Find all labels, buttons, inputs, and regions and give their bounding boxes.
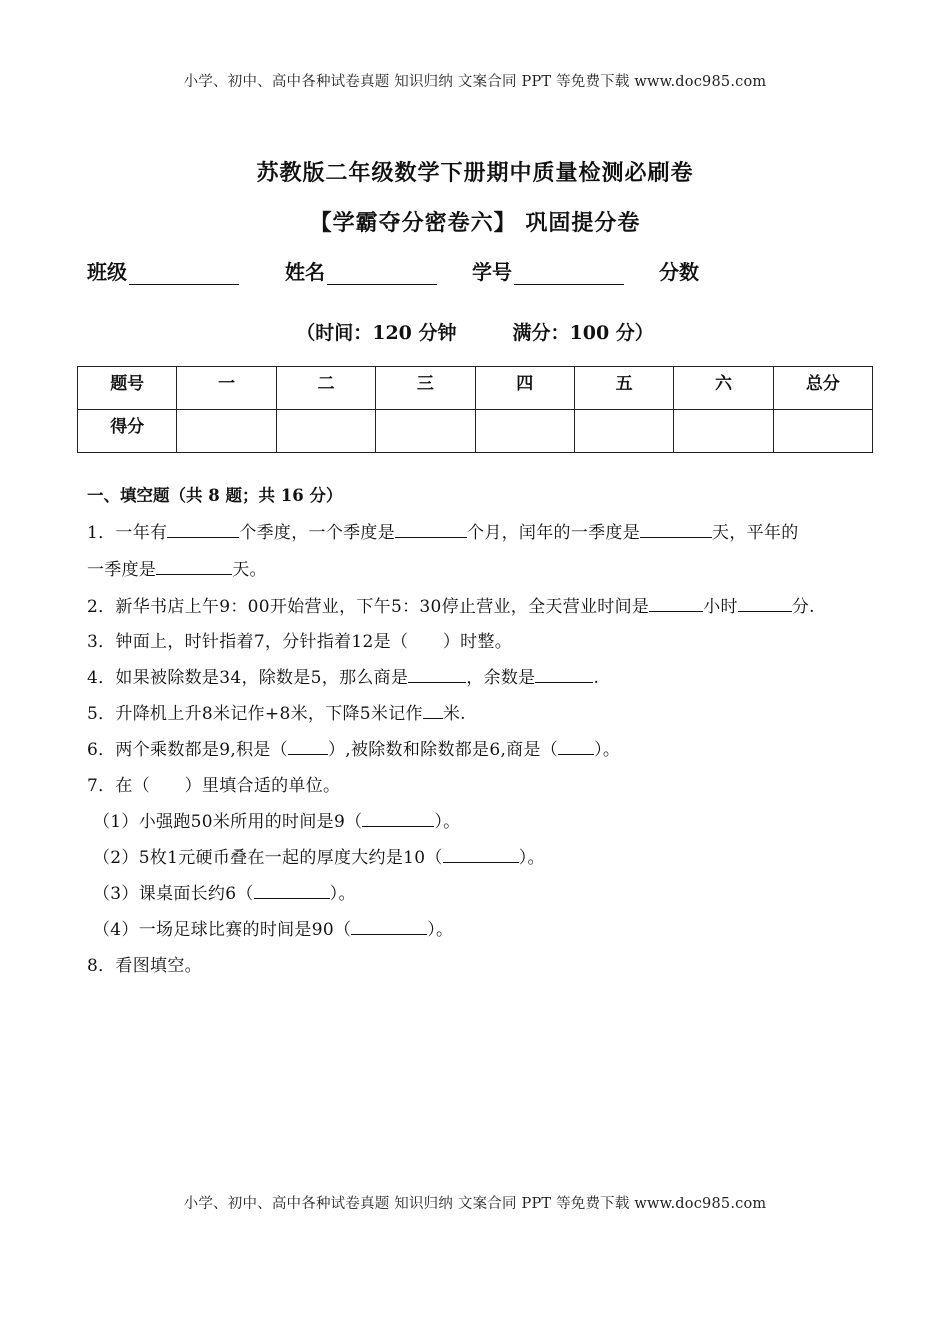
- q5-text-a: 5．升降机上升8米记作+8米，下降5米记作: [87, 704, 423, 724]
- q1-text-c: 个月，闰年的一季度是: [467, 523, 641, 543]
- score-cell[interactable]: [574, 410, 673, 453]
- class-field: [87, 256, 239, 285]
- q6-blank-1[interactable]: [288, 739, 328, 755]
- score-label: 分数: [659, 260, 699, 284]
- q6-blank-2[interactable]: [558, 739, 594, 755]
- id-blank[interactable]: [514, 265, 624, 285]
- q7-3-text-a: （3）课桌面长约6（: [93, 884, 254, 904]
- q6-text-c: ）。: [594, 740, 621, 760]
- q7-4-text-b: ）。: [427, 920, 454, 940]
- q4-blank-2[interactable]: [535, 667, 593, 683]
- question-6: [87, 735, 620, 760]
- question-1-cont: [87, 555, 267, 580]
- time-full-score: 满分：100 分）: [512, 322, 654, 344]
- score-table-header-row: [78, 367, 873, 410]
- q4-text-a: 4．如果被除数是34，除数是5，那么商是: [87, 668, 409, 688]
- q1-blank-3[interactable]: [640, 522, 712, 538]
- time-duration: （时间：120 分钟: [296, 322, 457, 344]
- question-3: 3．钟面上，时针指着7，分针指着12是（ ）时整。: [87, 632, 513, 652]
- question-7-1: [93, 807, 460, 832]
- q1-blank-4[interactable]: [156, 559, 232, 575]
- score-table-header-cell: 三: [376, 367, 475, 410]
- q7-1-text-a: （1）小强跑50米所用的时间是9（: [93, 812, 363, 832]
- class-label: 班级: [87, 260, 127, 284]
- q7-1-text-b: ）。: [434, 812, 461, 832]
- q4-text-b: ，余数是: [466, 668, 536, 688]
- score-cell[interactable]: [177, 410, 276, 453]
- q1-blank-1[interactable]: [167, 522, 239, 538]
- name-label: 姓名: [285, 260, 325, 284]
- question-5: [87, 699, 466, 724]
- score-row-label: 得分: [78, 410, 177, 453]
- score-table-header-cell: 四: [475, 367, 574, 410]
- question-1: [87, 518, 799, 543]
- score-cell[interactable]: [376, 410, 475, 453]
- question-2: [87, 592, 815, 617]
- q7-3-text-b: ）。: [329, 884, 356, 904]
- q4-blank-1[interactable]: [408, 667, 466, 683]
- score-table-header-cell: 六: [674, 367, 773, 410]
- q2-text-a: 2．新华书店上午9：00开始营业，下午5：30停止营业，全天营业时间是: [87, 597, 650, 617]
- score-cell[interactable]: [276, 410, 375, 453]
- q1-text-a: 1．一年有: [87, 523, 168, 543]
- q2-blank-2[interactable]: [738, 596, 792, 612]
- q1-text-d: 天，平年的: [712, 523, 799, 543]
- score-table-header-cell: 一: [177, 367, 276, 410]
- score-table-header-cell: 五: [574, 367, 673, 410]
- score-cell[interactable]: [475, 410, 574, 453]
- id-field: [472, 256, 624, 285]
- score-table-header-cell: 总分: [773, 367, 872, 410]
- q7-4-text-a: （4）一场足球比赛的时间是90（: [93, 920, 352, 940]
- q6-text-b: ）,被除数和除数都是6,商是（: [327, 740, 559, 760]
- question-7-4: [93, 915, 453, 940]
- exam-title: 苏教版二年级数学下册期中质量检测必刷卷: [256, 160, 694, 186]
- question-4: [87, 663, 599, 688]
- question-7: 7．在（ ）里填合适的单位。: [87, 776, 341, 796]
- q1-blank-2[interactable]: [395, 522, 467, 538]
- q4-text-c: .: [593, 668, 600, 688]
- q1-text-e: 一季度是: [87, 560, 157, 580]
- score-table-header-cell: 二: [276, 367, 375, 410]
- q2-text-c: 分.: [791, 597, 815, 617]
- q7-1-blank[interactable]: [362, 811, 434, 827]
- q7-2-text-b: ）。: [518, 848, 545, 868]
- exam-subtitle: 【学霸夺分密卷六】 巩固提分卷: [309, 210, 641, 236]
- name-blank[interactable]: [327, 265, 437, 285]
- time-info: [0, 318, 950, 345]
- student-info-row: [87, 256, 807, 285]
- score-table-score-row: [78, 410, 873, 453]
- q5-text-b: 米.: [442, 704, 466, 724]
- score-table-header-cell: 题号: [78, 367, 177, 410]
- score-cell[interactable]: [773, 410, 872, 453]
- q7-2-blank[interactable]: [443, 847, 519, 863]
- q7-2-text-a: （2）5枚1元硬币叠在一起的厚度大约是10（: [93, 848, 443, 868]
- class-blank[interactable]: [129, 265, 239, 285]
- q6-text-a: 6．两个乘数都是9,积是（: [87, 740, 288, 760]
- question-8: 8．看图填空。: [87, 956, 202, 976]
- q1-text-f: 天。: [232, 560, 267, 580]
- q2-text-b: 小时: [703, 597, 738, 617]
- page-footer: 小学、初中、高中各种试卷真题 知识归纳 文案合同 PPT 等免费下载 www.doc985.com: [183, 1196, 767, 1212]
- name-field: [285, 256, 437, 285]
- score-table: [77, 366, 873, 453]
- q2-blank-1[interactable]: [649, 596, 703, 612]
- q1-text-b: 个季度，一个季度是: [239, 523, 396, 543]
- q5-blank-1[interactable]: [423, 703, 443, 719]
- score-cell[interactable]: [674, 410, 773, 453]
- question-7-3: [93, 879, 356, 904]
- question-7-2: [93, 843, 545, 868]
- score-field: [659, 256, 699, 285]
- q7-3-blank[interactable]: [254, 883, 330, 899]
- q7-4-blank[interactable]: [351, 919, 427, 935]
- id-label: 学号: [472, 260, 512, 284]
- page-header: 小学、初中、高中各种试卷真题 知识归纳 文案合同 PPT 等免费下载 www.doc985.com: [183, 74, 767, 90]
- section-title: 一、填空题（共 8 题；共 16 分）: [87, 486, 343, 505]
